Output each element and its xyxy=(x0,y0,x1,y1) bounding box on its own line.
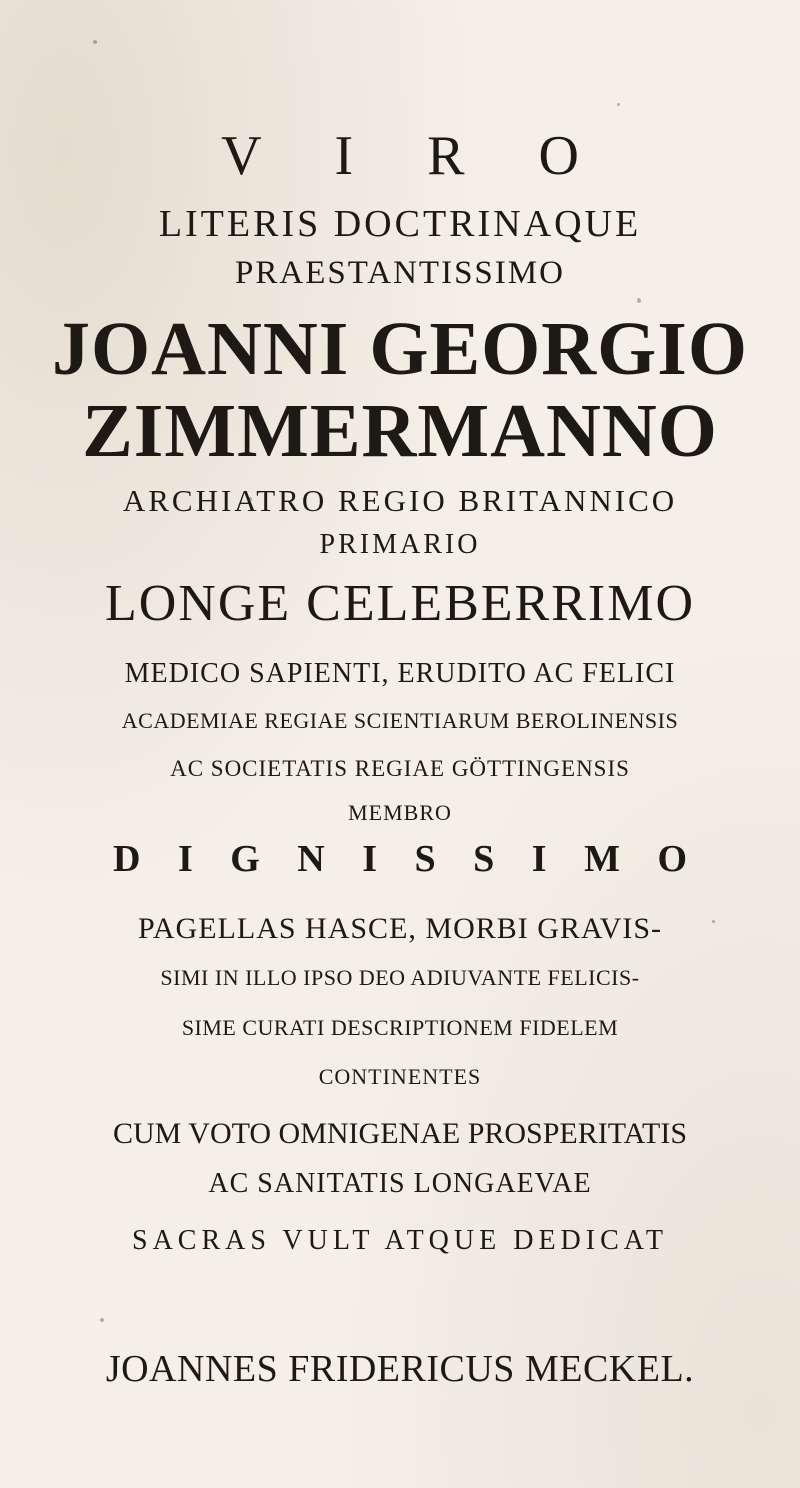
paper-speck xyxy=(248,497,252,501)
signature-author: JOANNES FRIDERICUS MECKEL. xyxy=(105,1348,695,1390)
line-societatis: AC SOCIETATIS REGIAE GÖTTINGENSIS xyxy=(170,756,630,781)
line-primario: PRIMARIO xyxy=(319,529,481,560)
line-literis-doctrinaque: LITERIS DOCTRINAQUE xyxy=(158,203,642,245)
line-longe-celeberrimo: LONGE CELEBERRIMO xyxy=(104,575,696,632)
line-archiatro: ARCHIATRO REGIO BRITANNICO xyxy=(122,483,678,518)
paper-speck xyxy=(93,40,97,44)
line-ac-sanitatis: AC SANITATIS LONGAEVAE xyxy=(208,1168,592,1199)
line-medico: MEDICO SAPIENTI, ERUDITO AC FELICI xyxy=(124,658,676,689)
line-membro: MEMBRO xyxy=(348,800,452,825)
line-sime-curati: SIME CURATI DESCRIPTIONEM FIDELEM xyxy=(181,1015,619,1040)
paper-speck xyxy=(637,298,641,303)
line-dignissimo: D I G N I S S I M O xyxy=(113,838,701,880)
line-praestantissimo: PRAESTANTISSIMO xyxy=(235,255,565,291)
line-cum-voto: CUM VOTO OMNIGENAE PROSPERITATIS xyxy=(112,1117,688,1150)
line-joanni-georgio: JOANNI GEORGIO xyxy=(52,307,748,391)
line-pagellas: PAGELLAS HASCE, MORBI GRAVIS- xyxy=(137,912,663,945)
paper-speck xyxy=(712,920,715,923)
line-zimmermanno: ZIMMERMANNO xyxy=(82,389,718,473)
paper-speck xyxy=(617,103,620,106)
line-viro: V I R O xyxy=(221,125,609,187)
line-academiae: ACADEMIAE REGIAE SCIENTIARUM BEROLINENSIS xyxy=(121,708,679,733)
line-continentes: CONTINENTES xyxy=(318,1064,482,1089)
paper-speck xyxy=(100,1318,104,1322)
line-simi: SIMI IN ILLO IPSO DEO ADIUVANTE FELICIS- xyxy=(160,965,640,990)
line-sacras-vult: SACRAS VULT ATQUE DEDICAT xyxy=(132,1225,668,1256)
